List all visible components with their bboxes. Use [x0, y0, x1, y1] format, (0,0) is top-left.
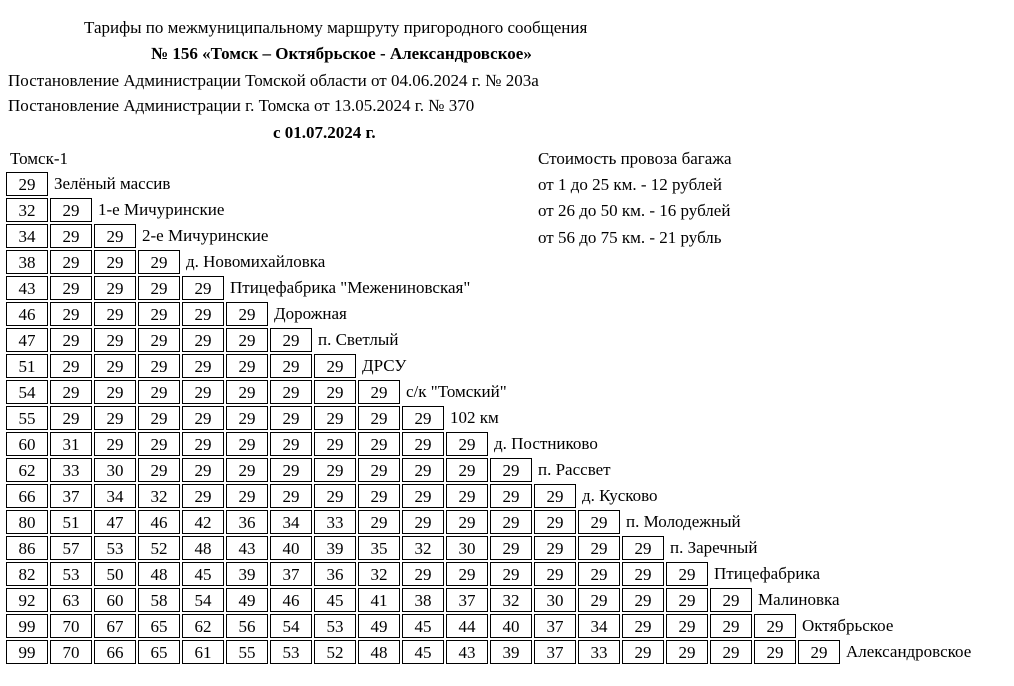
stop-name: д. Новомихайловка — [186, 252, 326, 271]
fare-cell: 29 — [710, 640, 752, 664]
fare-cell: 29 — [226, 302, 268, 326]
fare-cell: 40 — [490, 614, 532, 638]
fare-cell: 43 — [6, 276, 48, 300]
stop-name: Птицефабрика "Межениновская" — [230, 278, 471, 297]
fare-cell: 29 — [666, 562, 708, 586]
fare-cell: 57 — [50, 536, 92, 560]
baggage-title: Стоимость провоза багажа — [538, 149, 732, 168]
fare-cell: 29 — [402, 406, 444, 430]
stop-name: Зелёный массив — [54, 174, 171, 193]
fare-cell: 33 — [578, 640, 620, 664]
stop-name: 1-е Мичуринские — [98, 200, 225, 219]
stop-name: Птицефабрика — [714, 564, 821, 583]
fare-cell: 29 — [94, 354, 136, 378]
fare-cell: 29 — [182, 432, 224, 456]
fare-cell: 82 — [6, 562, 48, 586]
fare-cell: 29 — [270, 458, 312, 482]
fare-cell: 38 — [402, 588, 444, 612]
fare-cell: 53 — [314, 614, 356, 638]
fare-cell: 37 — [534, 614, 576, 638]
fare-cell: 42 — [182, 510, 224, 534]
fare-cell: 66 — [6, 484, 48, 508]
fare-cell: 29 — [270, 406, 312, 430]
stop-name: д. Постниково — [494, 434, 598, 453]
fare-cell: 49 — [226, 588, 268, 612]
title-line-2: № 156 «Томск – Октябрьское - Александровское» — [151, 44, 532, 63]
fare-cell: 33 — [50, 458, 92, 482]
fare-cell: 62 — [6, 458, 48, 482]
fare-cell: 54 — [6, 380, 48, 404]
fare-cell: 29 — [270, 484, 312, 508]
fare-cell: 29 — [534, 484, 576, 508]
fare-cell: 86 — [6, 536, 48, 560]
fare-cell: 29 — [578, 510, 620, 534]
fare-cell: 37 — [50, 484, 92, 508]
decree-regional: Постановление Администрации Томской области от 04.06.2024 г. № 203а — [8, 71, 539, 90]
fare-cell: 29 — [622, 640, 664, 664]
fare-cell: 29 — [94, 328, 136, 352]
fare-cell: 52 — [138, 536, 180, 560]
fare-cell: 60 — [6, 432, 48, 456]
fare-cell: 34 — [270, 510, 312, 534]
fare-cell: 54 — [270, 614, 312, 638]
fare-cell: 29 — [94, 406, 136, 430]
fare-cell: 32 — [358, 562, 400, 586]
fare-cell: 41 — [358, 588, 400, 612]
fare-cell: 29 — [138, 458, 180, 482]
decree-city: Постановление Администрации г. Томска от 13.05.2024 г. № 370 — [8, 96, 475, 115]
fare-cell: 29 — [138, 276, 180, 300]
fare-cell: 29 — [138, 250, 180, 274]
fare-cell: 29 — [578, 588, 620, 612]
fare-cell: 39 — [226, 562, 268, 586]
fare-cell: 53 — [94, 536, 136, 560]
fare-cell: 29 — [270, 380, 312, 404]
fare-cell: 34 — [94, 484, 136, 508]
fare-cell: 29 — [226, 328, 268, 352]
fare-cell: 51 — [50, 510, 92, 534]
fare-cell: 29 — [490, 484, 532, 508]
fare-cell: 29 — [50, 380, 92, 404]
fare-cell: 55 — [6, 406, 48, 430]
fare-cell: 29 — [622, 562, 664, 586]
fare-cell: 29 — [138, 354, 180, 378]
fare-cell: 37 — [534, 640, 576, 664]
fare-cell: 29 — [182, 276, 224, 300]
stop-name: с/к "Томский" — [406, 382, 507, 401]
fare-cell: 29 — [226, 458, 268, 482]
fare-cell: 29 — [358, 484, 400, 508]
stop-name: п. Рассвет — [538, 460, 611, 479]
fare-cell: 29 — [666, 588, 708, 612]
fare-cell: 29 — [182, 380, 224, 404]
fare-cell: 31 — [50, 432, 92, 456]
fare-cell: 51 — [6, 354, 48, 378]
fare-cell: 29 — [754, 640, 796, 664]
fare-cell: 29 — [358, 458, 400, 482]
fare-cell: 29 — [358, 406, 400, 430]
fare-cell: 99 — [6, 614, 48, 638]
fare-cell: 29 — [138, 432, 180, 456]
fare-cell: 29 — [622, 614, 664, 638]
fare-cell: 29 — [490, 536, 532, 560]
stop-name: Дорожная — [274, 304, 347, 323]
fare-cell: 29 — [94, 302, 136, 326]
fare-cell: 29 — [754, 614, 796, 638]
fare-cell: 29 — [314, 354, 356, 378]
fare-cell: 29 — [402, 510, 444, 534]
fare-cell: 29 — [182, 458, 224, 482]
fare-cell: 29 — [182, 302, 224, 326]
fare-cell: 29 — [446, 458, 488, 482]
fare-cell: 29 — [490, 562, 532, 586]
fare-cell: 29 — [226, 354, 268, 378]
fare-cell: 29 — [6, 172, 48, 196]
fare-cell: 61 — [182, 640, 224, 664]
fare-cell: 39 — [490, 640, 532, 664]
fare-cell: 29 — [50, 250, 92, 274]
fare-cell: 99 — [6, 640, 48, 664]
stop-name: 102 км — [450, 408, 499, 427]
stop-name: 2-е Мичуринские — [142, 226, 269, 245]
title-line-1: Тарифы по межмуниципальному маршруту пригородного сообщения — [84, 18, 588, 37]
fare-cell: 29 — [182, 406, 224, 430]
fare-cell: 70 — [50, 614, 92, 638]
fare-cell: 29 — [50, 406, 92, 430]
fare-cell: 29 — [534, 536, 576, 560]
stop-name: п. Заречный — [670, 538, 758, 557]
fare-cell: 29 — [578, 562, 620, 586]
fare-cell: 29 — [138, 406, 180, 430]
fare-cell: 29 — [490, 458, 532, 482]
fare-cell: 29 — [50, 276, 92, 300]
baggage-rate-1: от 1 до 25 км. - 12 рублей — [538, 175, 722, 194]
fare-cell: 66 — [94, 640, 136, 664]
fare-cell: 34 — [578, 614, 620, 638]
fare-cell: 29 — [226, 380, 268, 404]
fare-cell: 45 — [182, 562, 224, 586]
fare-cell: 55 — [226, 640, 268, 664]
fare-cell: 30 — [534, 588, 576, 612]
fare-cell: 46 — [270, 588, 312, 612]
fare-cell: 50 — [94, 562, 136, 586]
fare-cell: 56 — [226, 614, 268, 638]
fare-cell: 29 — [358, 380, 400, 404]
fare-cell: 65 — [138, 614, 180, 638]
stop-name: д. Кусково — [582, 486, 658, 505]
fare-cell: 36 — [314, 562, 356, 586]
fare-cell: 29 — [314, 432, 356, 456]
fare-cell: 38 — [6, 250, 48, 274]
fare-cell: 70 — [50, 640, 92, 664]
fare-cell: 29 — [50, 354, 92, 378]
fare-cell: 32 — [6, 198, 48, 222]
stop-name: п. Молодежный — [626, 512, 741, 531]
fare-cell: 67 — [94, 614, 136, 638]
fare-cell: 30 — [94, 458, 136, 482]
fare-cell: 80 — [6, 510, 48, 534]
fare-cell: 29 — [50, 224, 92, 248]
fare-cell: 29 — [446, 432, 488, 456]
fare-cell: 29 — [666, 640, 708, 664]
fare-cell: 47 — [6, 328, 48, 352]
fare-cell: 53 — [50, 562, 92, 586]
fare-cell: 29 — [622, 588, 664, 612]
fare-cell: 44 — [446, 614, 488, 638]
fare-cell: 29 — [50, 198, 92, 222]
fare-cell: 29 — [94, 250, 136, 274]
fare-cell: 29 — [94, 432, 136, 456]
fare-cell: 34 — [6, 224, 48, 248]
origin-stop: Томск-1 — [10, 149, 69, 168]
fare-cell: 32 — [138, 484, 180, 508]
fare-cell: 37 — [270, 562, 312, 586]
fare-cell: 29 — [402, 562, 444, 586]
fare-cell: 33 — [314, 510, 356, 534]
fare-cell: 29 — [402, 484, 444, 508]
fare-cell: 35 — [358, 536, 400, 560]
fare-cell: 45 — [314, 588, 356, 612]
fare-cell: 29 — [138, 328, 180, 352]
fare-cell: 58 — [138, 588, 180, 612]
fare-cell: 29 — [226, 406, 268, 430]
fare-cell: 40 — [270, 536, 312, 560]
fare-cell: 29 — [270, 328, 312, 352]
fare-cell: 52 — [314, 640, 356, 664]
fare-cell: 29 — [50, 328, 92, 352]
fare-cell: 45 — [402, 614, 444, 638]
fare-cell: 48 — [182, 536, 224, 560]
fare-cell: 29 — [710, 588, 752, 612]
fare-cell: 29 — [182, 354, 224, 378]
stop-name: Александровское — [846, 642, 972, 661]
fare-cell: 39 — [314, 536, 356, 560]
fare-cell: 29 — [358, 510, 400, 534]
stop-name: ДРСУ — [362, 356, 407, 375]
fare-cell: 29 — [94, 224, 136, 248]
fare-cell: 54 — [182, 588, 224, 612]
fare-cell: 65 — [138, 640, 180, 664]
fare-cell: 46 — [138, 510, 180, 534]
fare-cell: 92 — [6, 588, 48, 612]
fare-cell: 29 — [94, 276, 136, 300]
fare-cell: 36 — [226, 510, 268, 534]
fare-cell: 45 — [402, 640, 444, 664]
fare-cell: 29 — [578, 536, 620, 560]
fare-cell: 29 — [314, 458, 356, 482]
fare-cell: 49 — [358, 614, 400, 638]
fare-cell: 29 — [534, 510, 576, 534]
fare-cell: 29 — [226, 432, 268, 456]
fare-cell: 29 — [50, 302, 92, 326]
fare-cell: 29 — [402, 432, 444, 456]
fare-cell: 29 — [270, 354, 312, 378]
fare-cell: 43 — [446, 640, 488, 664]
fare-cell: 29 — [622, 536, 664, 560]
fare-cell: 53 — [270, 640, 312, 664]
fare-cell: 30 — [446, 536, 488, 560]
fare-cell: 48 — [358, 640, 400, 664]
fare-cell: 63 — [50, 588, 92, 612]
fare-cell: 29 — [798, 640, 840, 664]
fare-cell: 29 — [358, 432, 400, 456]
fare-cell: 29 — [270, 432, 312, 456]
fare-cell: 29 — [490, 510, 532, 534]
fare-cell: 29 — [446, 562, 488, 586]
baggage-rate-3: от 56 до 75 км. - 21 рубль — [538, 228, 722, 247]
fare-cell: 43 — [226, 536, 268, 560]
fare-cell: 29 — [710, 614, 752, 638]
fare-cell: 47 — [94, 510, 136, 534]
fare-cell: 29 — [94, 380, 136, 404]
fare-cell: 32 — [402, 536, 444, 560]
fare-cell: 60 — [94, 588, 136, 612]
fare-cell: 46 — [6, 302, 48, 326]
stop-name: п. Светлый — [318, 330, 399, 349]
fare-cell: 62 — [182, 614, 224, 638]
fare-cell: 29 — [182, 484, 224, 508]
baggage-rate-2: от 26 до 50 км. - 16 рублей — [538, 201, 731, 220]
fare-cell: 29 — [666, 614, 708, 638]
fare-cell: 29 — [314, 380, 356, 404]
fare-cell: 32 — [490, 588, 532, 612]
fare-cell: 29 — [402, 458, 444, 482]
stop-name: Малиновка — [758, 590, 840, 609]
fare-cell: 29 — [314, 406, 356, 430]
fare-cell: 29 — [534, 562, 576, 586]
fare-cell: 37 — [446, 588, 488, 612]
fare-cell: 29 — [138, 302, 180, 326]
fare-cell: 29 — [446, 484, 488, 508]
fare-cell: 29 — [446, 510, 488, 534]
fare-cell: 48 — [138, 562, 180, 586]
fare-cell: 29 — [182, 328, 224, 352]
effective-date: с 01.07.2024 г. — [273, 123, 376, 142]
fare-cell: 29 — [226, 484, 268, 508]
fare-cell: 29 — [314, 484, 356, 508]
fare-cell: 29 — [138, 380, 180, 404]
stop-name: Октябрьское — [802, 616, 894, 635]
